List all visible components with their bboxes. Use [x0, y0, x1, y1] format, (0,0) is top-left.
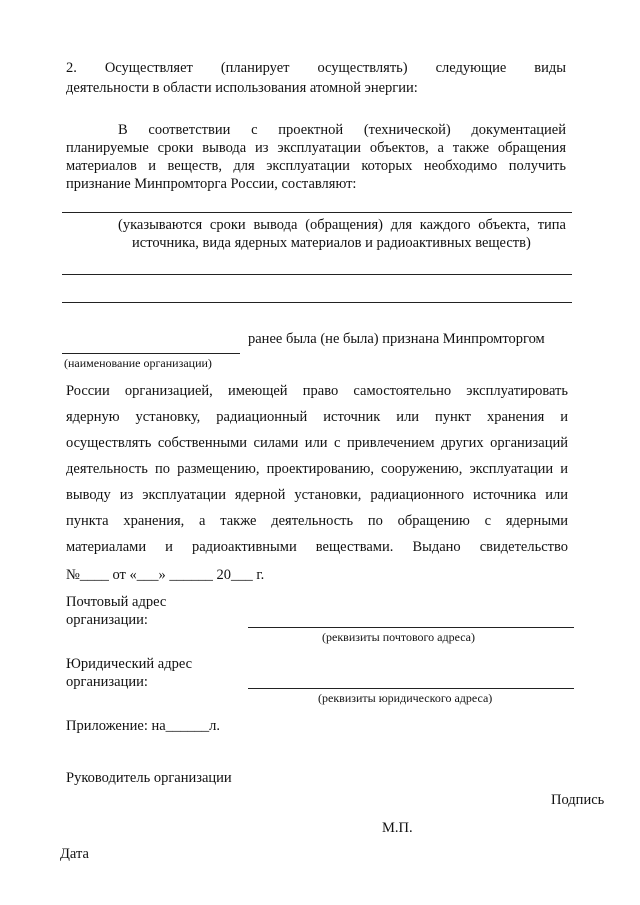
recognition-line-6: пункта хранения, а также деятельность по обращению с ядерными — [66, 513, 568, 529]
signature-label: Подпись — [551, 792, 605, 808]
legal-address-caption: (реквизиты юридического адреса) — [318, 691, 493, 705]
deadlines-line4: признание Минпромторга России, составляют: — [66, 176, 357, 192]
legal-address-label-1: Юридический адрес — [66, 656, 193, 672]
head-of-organization: Руководитель организации — [66, 770, 232, 786]
legal-address-label-2: организации: — [66, 674, 148, 690]
deadlines-fill-line-3 — [62, 302, 572, 303]
deadlines-hint-line1: (указываются сроки вывода (обращения) для каждого объекта, типа — [118, 217, 566, 233]
recognition-line-7: материалами и радиоактивными веществами. Выдано свидетельство — [66, 539, 568, 555]
recognition-line-3: осуществлять собственными силами или с привлечением других организаций — [66, 435, 568, 451]
recognition-line-5: выводу из эксплуатации ядерной установки, радиационного источника или — [66, 487, 568, 503]
postal-address-caption: (реквизиты почтового адреса) — [322, 630, 475, 644]
org-name-line — [62, 353, 240, 354]
postal-address-label-1: Почтовый адрес — [66, 594, 167, 610]
deadlines-line2: планируемые сроки вывода из эксплуатации объектов, а также обращения — [66, 140, 566, 156]
date-label: Дата — [60, 846, 89, 862]
deadlines-line1: В соответствии с проектной (технической) документацией — [118, 122, 566, 138]
recognition-line-1: России организацией, имеющей право самостоятельно эксплуатировать — [66, 383, 568, 399]
certificate-line: №____ от «___» ______ 20___ г. — [66, 567, 265, 583]
postal-address-label-2: организации: — [66, 612, 148, 628]
postal-address-line — [248, 627, 574, 628]
deadlines-fill-line-1 — [62, 212, 572, 213]
recognition-line-2: ядерную установку, радиационный источник или пункт хранения и — [66, 409, 568, 425]
deadlines-fill-line-2 — [62, 274, 572, 275]
section2-line1: 2. Осуществляет (планирует осуществлять) следующие виды — [66, 60, 566, 76]
stamp-label: М.П. — [382, 820, 413, 836]
org-name-caption: (наименование организации) — [64, 356, 212, 370]
deadlines-hint-line2: источника, вида ядерных материалов и радиоактивных веществ) — [132, 235, 531, 251]
deadlines-line3: материалов и веществ, для эксплуатации которых необходимо получить — [66, 158, 566, 174]
attachment-line: Приложение: на______л. — [66, 718, 221, 734]
section2-line2: деятельности в области использования атомной энергии: — [66, 80, 418, 96]
recognition-tail: ранее была (не была) признана Минпромторгом — [248, 331, 545, 347]
legal-address-line — [248, 688, 574, 689]
recognition-line-4: деятельность по размещению, проектированию, сооружению, эксплуатации и — [66, 461, 568, 477]
